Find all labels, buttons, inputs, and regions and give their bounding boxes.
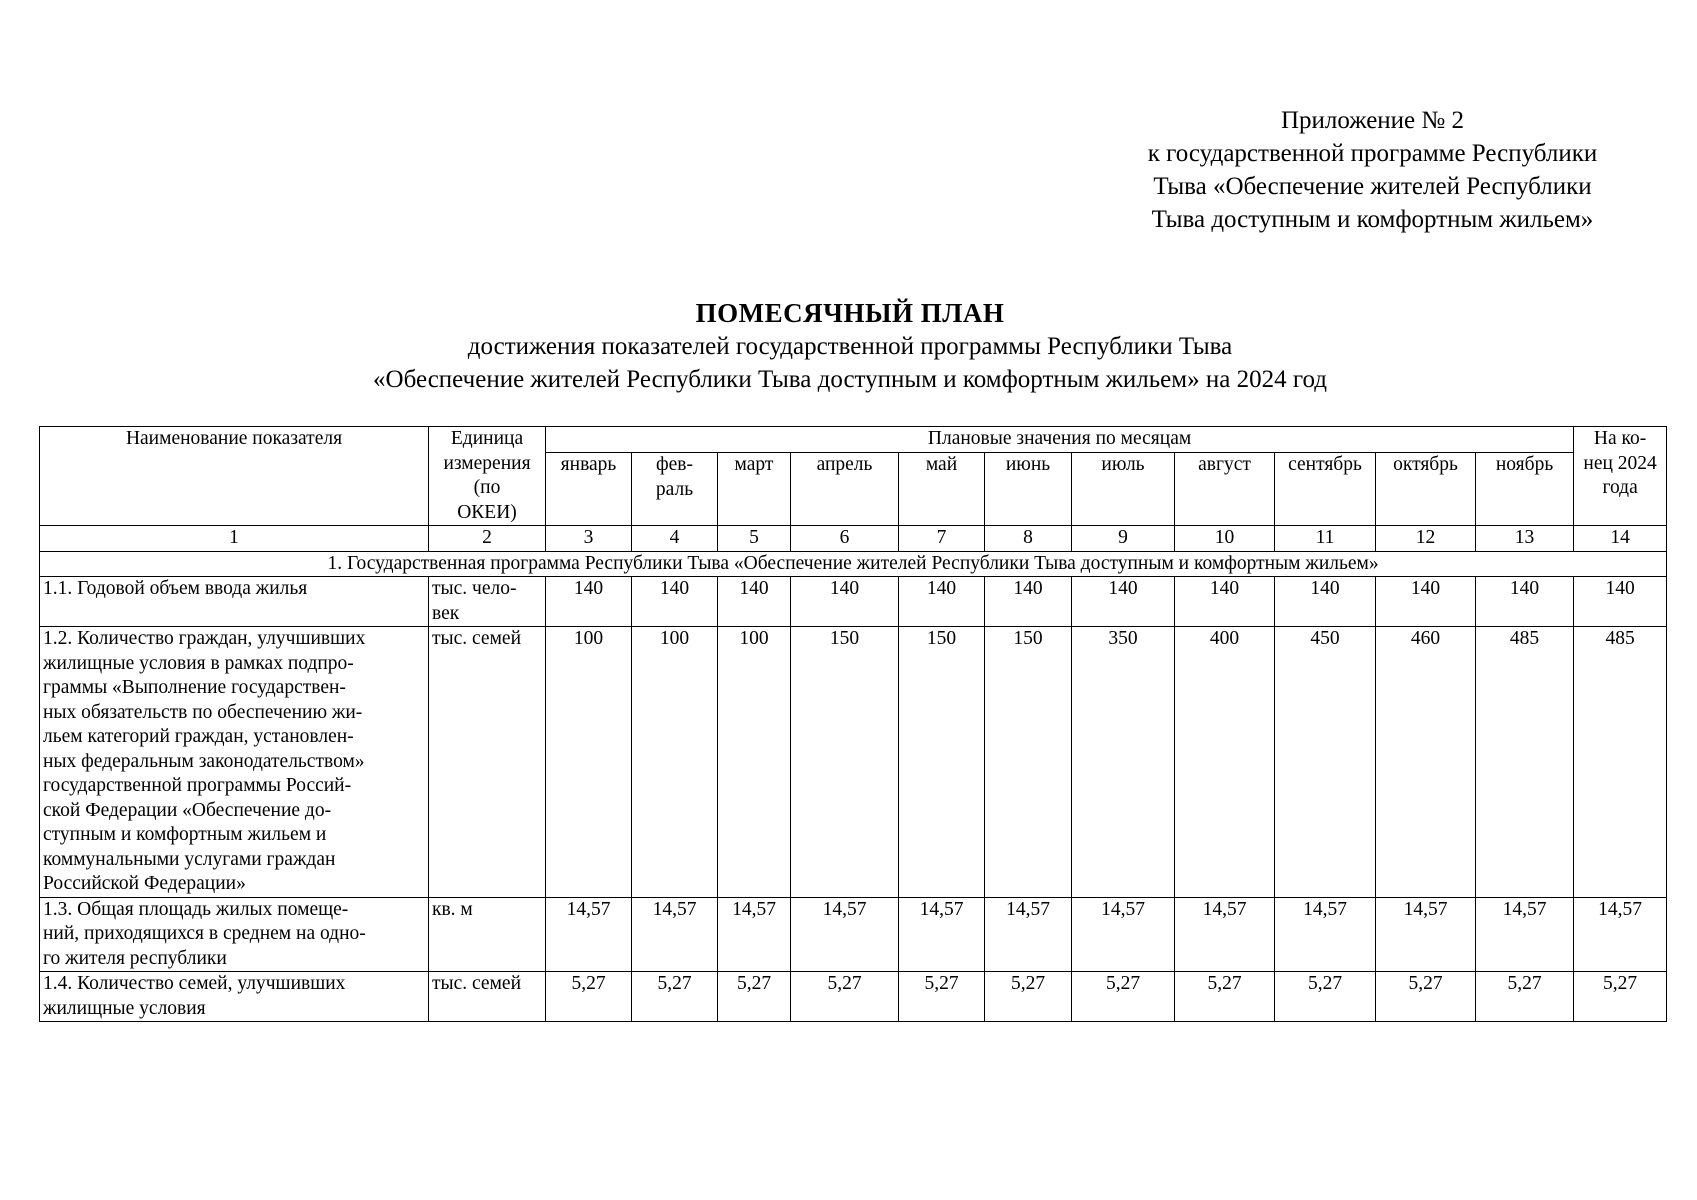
header-month: [718, 453, 791, 526]
header-unit-line: (по: [473, 477, 501, 498]
indicator-name-line: 1.3. Общая площадь жилых помеще-: [43, 898, 349, 920]
monthly-value: 14,57: [985, 897, 1072, 972]
table-row: [40, 627, 1667, 898]
document-title: [40, 296, 1660, 396]
appendix-line: Тыва доступным и комфортным жильем»: [1151, 206, 1594, 233]
indicator-name-line: жилищные условия в рамках подпро-: [43, 652, 354, 674]
appendix-line: Тыва «Обеспечение жителей Республики: [1153, 173, 1592, 200]
title-subtitle-line-2: «Обеспечение жителей Республики Тыва доступным и комфортным жильем» на 2024 год: [373, 366, 1327, 393]
column-number: 1: [40, 526, 429, 552]
monthly-value: 350: [1072, 627, 1175, 898]
monthly-value: 14,57: [899, 897, 985, 972]
end-of-year-value: 14,57: [1574, 897, 1667, 972]
month-line: сентябрь: [1288, 454, 1362, 475]
monthly-value: 5,27: [791, 972, 899, 1022]
end-of-year-value: 140: [1574, 577, 1667, 627]
indicator-unit: [429, 627, 546, 898]
month-line: июнь: [1005, 454, 1051, 475]
monthly-value: 14,57: [718, 897, 791, 972]
indicator-name-line: 1.4. Количество семей, улучшивших: [43, 973, 346, 994]
monthly-value: 150: [985, 627, 1072, 898]
appendix-note: [1100, 104, 1645, 236]
indicator-name-line: Российской Федерации»: [43, 873, 246, 894]
title-subtitle-line-1: достижения показателей государственной программы Республики Тыва: [467, 333, 1233, 360]
month-line: март: [734, 454, 774, 475]
month-line: фев-: [656, 454, 693, 475]
table-row: [40, 972, 1667, 1022]
header-month: [546, 453, 632, 526]
header-month: [1376, 453, 1476, 526]
indicator-unit: [429, 577, 546, 627]
indicator-name: [40, 972, 429, 1022]
indicator-unit-line: кв. м: [432, 898, 473, 920]
header-month: [899, 453, 985, 526]
header-month: [1175, 453, 1275, 526]
monthly-value: 140: [791, 577, 899, 627]
monthly-value: 14,57: [546, 897, 632, 972]
header-name: Наименование показателя: [40, 427, 429, 526]
monthly-value: 100: [546, 627, 632, 898]
monthly-value: 140: [1376, 577, 1476, 627]
monthly-value: 460: [1376, 627, 1476, 898]
column-number: 2: [429, 526, 546, 552]
monthly-value: 150: [791, 627, 899, 898]
appendix-line: к государственной программе Республики: [1147, 140, 1598, 167]
month-line: ноябрь: [1495, 454, 1554, 475]
monthly-value: 5,27: [1376, 972, 1476, 1022]
monthly-value: 5,27: [899, 972, 985, 1022]
header-row-1: [40, 427, 1667, 453]
header-end-of-year: [1574, 427, 1667, 526]
month-line: январь: [560, 454, 617, 475]
header-planned-values: Плановые значения по месяцам: [546, 427, 1574, 453]
indicator-name: [40, 577, 429, 627]
monthly-value: 14,57: [1175, 897, 1275, 972]
monthly-value: 5,27: [1275, 972, 1376, 1022]
monthly-value: 14,57: [632, 897, 718, 972]
header-end-line: года: [1602, 477, 1638, 498]
header-unit-line: измерения: [443, 452, 531, 474]
table-body: [40, 427, 1667, 1022]
column-number: 4: [632, 526, 718, 552]
end-of-year-value: 5,27: [1574, 972, 1667, 1022]
monthly-value: 5,27: [718, 972, 791, 1022]
indicator-name-line: льем категорий граждан, установлен-: [43, 726, 354, 747]
column-number: 10: [1175, 526, 1275, 552]
column-number: 11: [1275, 526, 1376, 552]
monthly-value: 140: [985, 577, 1072, 627]
header-end-line: нец 2024: [1583, 452, 1657, 474]
monthly-value: 140: [546, 577, 632, 627]
indicator-name-line: государственной программы Россий-: [43, 775, 352, 796]
monthly-value: 14,57: [1376, 897, 1476, 972]
monthly-value: 14,57: [1476, 897, 1574, 972]
table-row: [40, 577, 1667, 627]
monthly-value: 400: [1175, 627, 1275, 898]
column-number: 9: [1072, 526, 1175, 552]
header-month: [1072, 453, 1175, 526]
indicator-name-line: ской Федерации «Обеспечение до-: [43, 799, 332, 821]
monthly-value: 485: [1476, 627, 1574, 898]
column-number: 7: [899, 526, 985, 552]
monthly-value: 140: [1175, 577, 1275, 627]
monthly-value: 140: [718, 577, 791, 627]
indicator-unit-line: век: [432, 602, 460, 624]
column-number: 13: [1476, 526, 1574, 552]
month-line: раль: [655, 478, 694, 500]
indicator-unit: [429, 972, 546, 1022]
monthly-value: 140: [632, 577, 718, 627]
monthly-value: 5,27: [1476, 972, 1574, 1022]
month-line: апрель: [816, 454, 873, 475]
monthly-value: 140: [1072, 577, 1175, 627]
monthly-value: 14,57: [1275, 897, 1376, 972]
indicator-name-line: 1.2. Количество граждан, улучшивших: [43, 628, 366, 649]
indicator-name-line: ных федеральным законодательством»: [43, 750, 365, 772]
column-number: 12: [1376, 526, 1476, 552]
column-number: 3: [546, 526, 632, 552]
month-line: октябрь: [1393, 454, 1458, 475]
section-row: [40, 551, 1667, 577]
indicator-name-line: граммы «Выполнение государствен-: [43, 677, 346, 698]
column-numbers-row: [40, 526, 1667, 552]
monthly-value: 14,57: [791, 897, 899, 972]
header-month: [791, 453, 899, 526]
indicator-name-line: ступным и комфортным жильем и: [43, 824, 327, 845]
month-line: август: [1198, 454, 1251, 475]
header-month: [632, 453, 718, 526]
indicator-unit: [429, 897, 546, 972]
indicator-unit-line: тыс. чело-: [432, 578, 517, 599]
section-title: 1. Государственная программа Республики Тыва «Обеспечение жителей Республики Тыва доступным и комфортным жильем»: [40, 551, 1667, 577]
header-end-line: На ко-: [1593, 428, 1647, 449]
column-number: 8: [985, 526, 1072, 552]
column-number: 5: [718, 526, 791, 552]
month-line: июль: [1101, 454, 1145, 475]
monthly-value: 450: [1275, 627, 1376, 898]
header-unit: [429, 427, 546, 526]
column-number: 6: [791, 526, 899, 552]
indicator-name: [40, 627, 429, 898]
end-of-year-value: 485: [1574, 627, 1667, 898]
indicator-name-line: го жителя республики: [43, 947, 227, 969]
monthly-value: 5,27: [632, 972, 718, 1022]
indicator-name-line: коммунальными услугами граждан: [43, 848, 336, 870]
appendix-line: Приложение № 2: [1280, 107, 1465, 134]
monthly-value: 5,27: [1072, 972, 1175, 1022]
header-month: [985, 453, 1072, 526]
monthly-value: 100: [632, 627, 718, 898]
monthly-value: 100: [718, 627, 791, 898]
monthly-value: 5,27: [546, 972, 632, 1022]
indicator-name-line: жилищные условия: [43, 997, 206, 1019]
indicator-name: [40, 897, 429, 972]
monthly-value: 140: [899, 577, 985, 627]
monthly-plan-table: [39, 426, 1667, 1022]
indicator-unit-line: тыс. семей: [432, 973, 522, 994]
monthly-value: 140: [1476, 577, 1574, 627]
monthly-value: 5,27: [985, 972, 1072, 1022]
title-main: ПОМЕСЯЧНЫЙ ПЛАН: [695, 298, 1005, 328]
monthly-value: 150: [899, 627, 985, 898]
header-month: [1476, 453, 1574, 526]
indicator-name-line: ний, приходящихся в среднем на одно-: [43, 923, 366, 944]
indicator-unit-line: тыс. семей: [432, 628, 522, 649]
monthly-value: 14,57: [1072, 897, 1175, 972]
header-unit-line: ОКЕИ): [457, 501, 517, 523]
month-line: май: [925, 454, 958, 475]
table-row: [40, 897, 1667, 972]
header-month: [1275, 453, 1376, 526]
indicator-name-line: 1.1. Годовой объем ввода жилья: [43, 578, 308, 599]
monthly-value: 140: [1275, 577, 1376, 627]
monthly-value: 5,27: [1175, 972, 1275, 1022]
column-number: 14: [1574, 526, 1667, 552]
indicator-name-line: ных обязательств по обеспечению жи-: [43, 701, 363, 723]
header-unit-line: Единица: [450, 428, 524, 449]
